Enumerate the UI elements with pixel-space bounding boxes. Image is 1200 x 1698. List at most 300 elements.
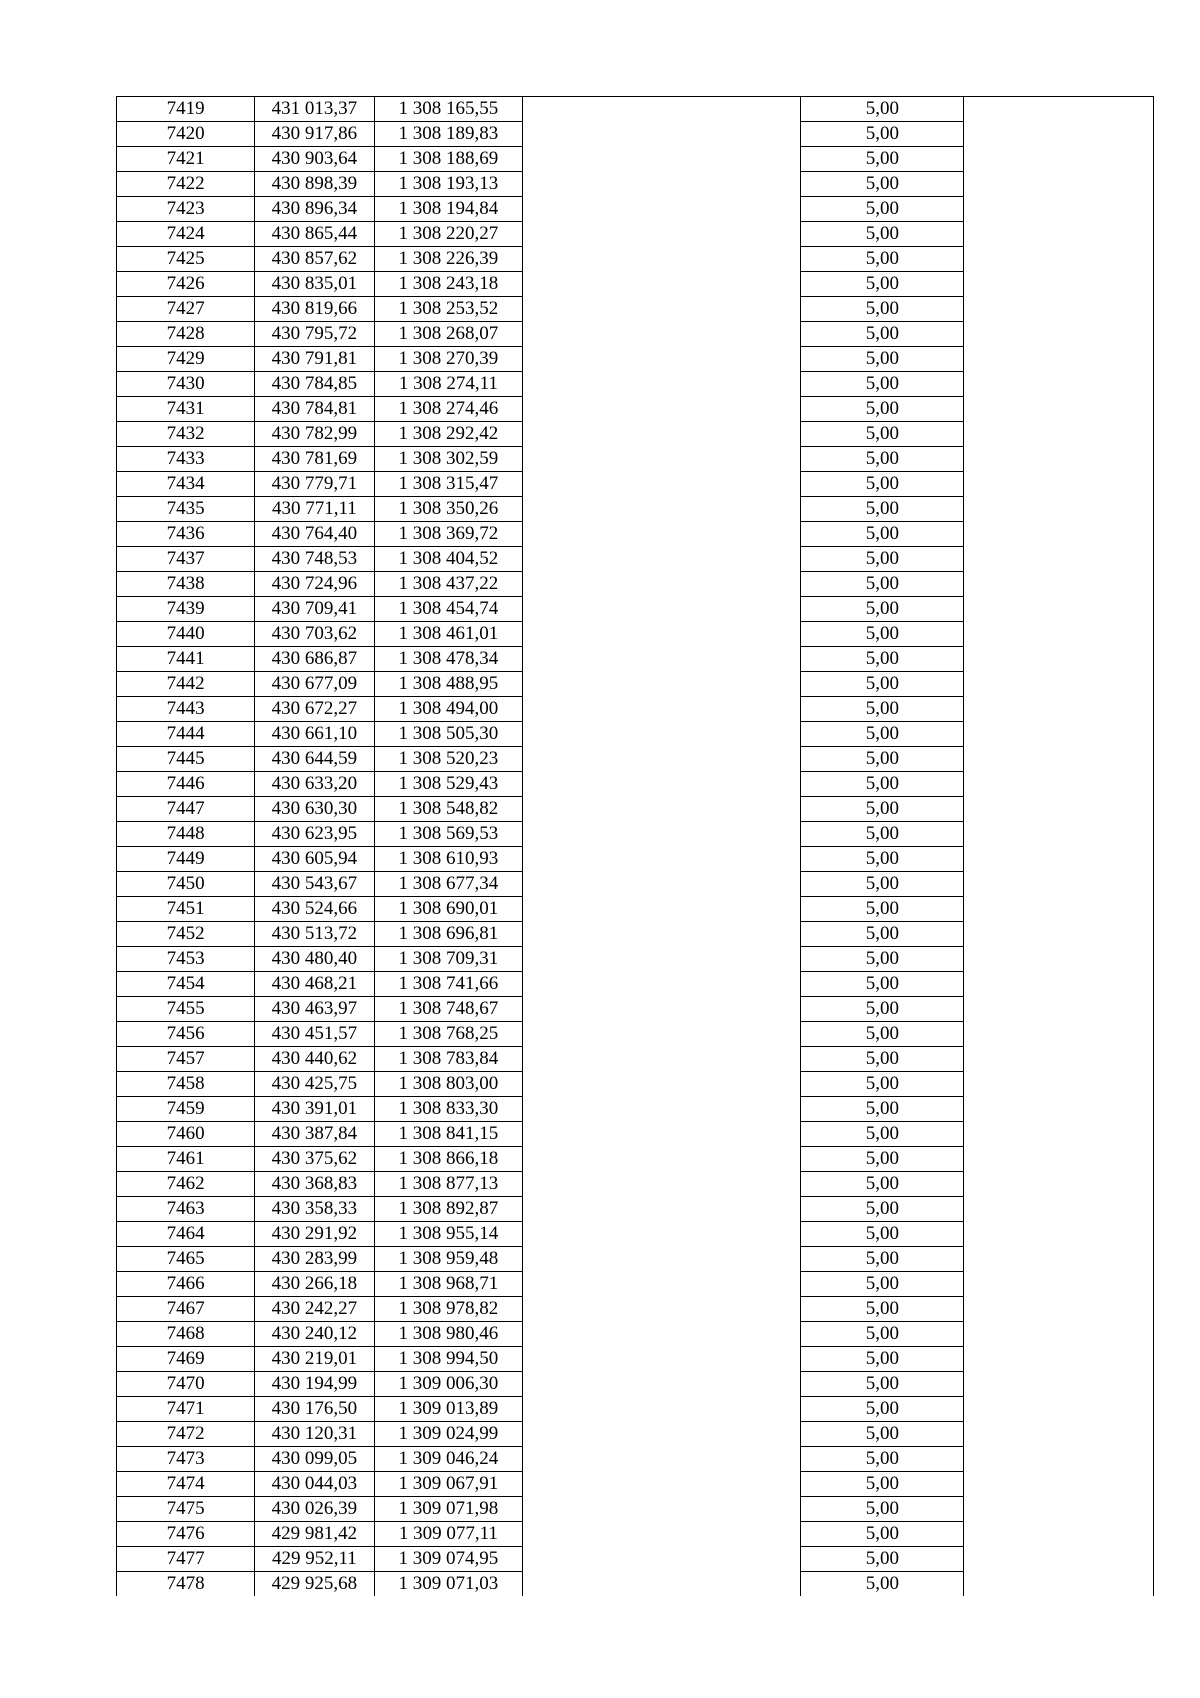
x-coordinate-cell: 430 480,40 [255,947,375,972]
y-coordinate-cell: 1 308 968,71 [374,1272,522,1297]
y-coordinate-cell: 1 308 768,25 [374,1022,522,1047]
table-row [117,622,1154,647]
empty-cell [964,722,1154,747]
empty-cell [523,1297,801,1322]
table-row [117,947,1154,972]
value-cell: 5,00 [801,972,964,997]
table-row [117,247,1154,272]
y-coordinate-cell: 1 309 071,03 [374,1572,522,1597]
empty-cell [964,1322,1154,1347]
x-coordinate-cell: 430 819,66 [255,297,375,322]
value-cell: 5,00 [801,1122,964,1147]
empty-cell [964,797,1154,822]
y-coordinate-cell: 1 308 488,95 [374,672,522,697]
table-row [117,672,1154,697]
empty-cell [964,247,1154,272]
x-coordinate-cell: 431 013,37 [255,97,375,122]
table-row [117,872,1154,897]
empty-cell [523,1247,801,1272]
y-coordinate-cell: 1 308 833,30 [374,1097,522,1122]
empty-cell [523,547,801,572]
empty-cell [964,872,1154,897]
y-coordinate-cell: 1 308 454,74 [374,597,522,622]
x-coordinate-cell: 430 513,72 [255,922,375,947]
x-coordinate-cell: 430 440,62 [255,1047,375,1072]
empty-cell [523,1022,801,1047]
empty-cell [523,372,801,397]
table-row [117,397,1154,422]
value-cell: 5,00 [801,497,964,522]
point-number-cell: 7471 [117,1397,255,1422]
x-coordinate-cell: 430 194,99 [255,1372,375,1397]
empty-cell [523,1072,801,1097]
table-row [117,797,1154,822]
point-number-cell: 7435 [117,497,255,522]
empty-cell [523,97,801,122]
empty-cell [964,697,1154,722]
empty-cell [964,747,1154,772]
x-coordinate-cell: 430 026,39 [255,1497,375,1522]
point-number-cell: 7424 [117,222,255,247]
y-coordinate-cell: 1 308 369,72 [374,522,522,547]
empty-cell [523,697,801,722]
x-coordinate-cell: 430 391,01 [255,1097,375,1122]
x-coordinate-cell: 430 896,34 [255,197,375,222]
point-number-cell: 7460 [117,1122,255,1147]
table-row [117,372,1154,397]
empty-cell [964,197,1154,222]
table-row [117,647,1154,672]
empty-cell [964,1372,1154,1397]
table-row [117,922,1154,947]
point-number-cell: 7458 [117,1072,255,1097]
empty-cell [964,1097,1154,1122]
table-row [117,447,1154,472]
empty-cell [523,322,801,347]
table-row [117,572,1154,597]
empty-cell [523,572,801,597]
x-coordinate-cell: 430 176,50 [255,1397,375,1422]
empty-cell [964,297,1154,322]
empty-cell [523,1547,801,1572]
table-row [117,1322,1154,1347]
empty-cell [523,172,801,197]
x-coordinate-cell: 430 661,10 [255,722,375,747]
table-row [117,747,1154,772]
y-coordinate-cell: 1 308 505,30 [374,722,522,747]
y-coordinate-cell: 1 308 194,84 [374,197,522,222]
table-row [117,122,1154,147]
table-row [117,197,1154,222]
empty-cell [523,1272,801,1297]
x-coordinate-cell: 430 291,92 [255,1222,375,1247]
y-coordinate-cell: 1 308 548,82 [374,797,522,822]
table-row [117,1572,1154,1597]
empty-cell [964,847,1154,872]
y-coordinate-cell: 1 308 315,47 [374,472,522,497]
empty-cell [964,772,1154,797]
empty-cell [964,372,1154,397]
empty-cell [964,1472,1154,1497]
x-coordinate-cell: 430 779,71 [255,472,375,497]
empty-cell [523,1422,801,1447]
empty-cell [523,1497,801,1522]
empty-cell [964,472,1154,497]
point-number-cell: 7442 [117,672,255,697]
table-row [117,597,1154,622]
x-coordinate-cell: 430 120,31 [255,1422,375,1447]
table-row [117,1472,1154,1497]
empty-cell [523,1522,801,1547]
point-number-cell: 7457 [117,1047,255,1072]
empty-cell [964,972,1154,997]
empty-cell [964,1247,1154,1272]
x-coordinate-cell: 430 463,97 [255,997,375,1022]
point-number-cell: 7470 [117,1372,255,1397]
empty-cell [523,297,801,322]
point-number-cell: 7433 [117,447,255,472]
x-coordinate-cell: 430 633,20 [255,772,375,797]
y-coordinate-cell: 1 308 302,59 [374,447,522,472]
table-row [117,297,1154,322]
empty-cell [964,1397,1154,1422]
value-cell: 5,00 [801,897,964,922]
coordinates-table [116,96,1154,1596]
table-row [117,1372,1154,1397]
x-coordinate-cell: 430 451,57 [255,1022,375,1047]
empty-cell [523,122,801,147]
x-coordinate-cell: 430 644,59 [255,747,375,772]
empty-cell [523,347,801,372]
table-row [117,1497,1154,1522]
x-coordinate-cell: 430 283,99 [255,1247,375,1272]
y-coordinate-cell: 1 308 841,15 [374,1122,522,1147]
y-coordinate-cell: 1 308 529,43 [374,772,522,797]
x-coordinate-cell: 430 784,85 [255,372,375,397]
empty-cell [523,597,801,622]
x-coordinate-cell: 430 764,40 [255,522,375,547]
table-row [117,472,1154,497]
x-coordinate-cell: 430 865,44 [255,222,375,247]
x-coordinate-cell: 430 677,09 [255,672,375,697]
x-coordinate-cell: 430 425,75 [255,1072,375,1097]
empty-cell [523,222,801,247]
point-number-cell: 7441 [117,647,255,672]
point-number-cell: 7474 [117,1472,255,1497]
y-coordinate-cell: 1 308 437,22 [374,572,522,597]
empty-cell [964,147,1154,172]
value-cell: 5,00 [801,397,964,422]
empty-cell [523,722,801,747]
empty-cell [523,1572,801,1597]
point-number-cell: 7464 [117,1222,255,1247]
x-coordinate-cell: 430 795,72 [255,322,375,347]
value-cell: 5,00 [801,1022,964,1047]
y-coordinate-cell: 1 308 748,67 [374,997,522,1022]
value-cell: 5,00 [801,1547,964,1572]
empty-cell [523,197,801,222]
value-cell: 5,00 [801,1047,964,1072]
point-number-cell: 7434 [117,472,255,497]
table-row [117,172,1154,197]
x-coordinate-cell: 430 387,84 [255,1122,375,1147]
table-row [117,1522,1154,1547]
table-row [117,97,1154,122]
value-cell: 5,00 [801,447,964,472]
value-cell: 5,00 [801,272,964,297]
y-coordinate-cell: 1 308 696,81 [374,922,522,947]
empty-cell [964,922,1154,947]
value-cell: 5,00 [801,672,964,697]
table-row [117,1547,1154,1572]
table-row [117,497,1154,522]
x-coordinate-cell: 430 358,33 [255,1197,375,1222]
value-cell: 5,00 [801,697,964,722]
empty-cell [523,872,801,897]
x-coordinate-cell: 430 703,62 [255,622,375,647]
point-number-cell: 7446 [117,772,255,797]
point-number-cell: 7449 [117,847,255,872]
table-row [117,972,1154,997]
empty-cell [964,397,1154,422]
point-number-cell: 7477 [117,1547,255,1572]
y-coordinate-cell: 1 309 067,91 [374,1472,522,1497]
table-row [117,1297,1154,1322]
y-coordinate-cell: 1 308 690,01 [374,897,522,922]
value-cell: 5,00 [801,1522,964,1547]
value-cell: 5,00 [801,872,964,897]
table-row [117,1047,1154,1072]
point-number-cell: 7423 [117,197,255,222]
point-number-cell: 7462 [117,1172,255,1197]
value-cell: 5,00 [801,847,964,872]
x-coordinate-cell: 430 672,27 [255,697,375,722]
table-row [117,847,1154,872]
empty-cell [964,447,1154,472]
point-number-cell: 7419 [117,97,255,122]
value-cell: 5,00 [801,797,964,822]
value-cell: 5,00 [801,547,964,572]
x-coordinate-cell: 430 468,21 [255,972,375,997]
empty-cell [523,797,801,822]
empty-cell [964,347,1154,372]
value-cell: 5,00 [801,522,964,547]
x-coordinate-cell: 430 686,87 [255,647,375,672]
x-coordinate-cell: 430 782,99 [255,422,375,447]
point-number-cell: 7472 [117,1422,255,1447]
value-cell: 5,00 [801,1372,964,1397]
point-number-cell: 7430 [117,372,255,397]
empty-cell [964,647,1154,672]
empty-cell [964,272,1154,297]
empty-cell [523,1047,801,1072]
value-cell: 5,00 [801,422,964,447]
value-cell: 5,00 [801,1222,964,1247]
empty-cell [523,1397,801,1422]
table-row [117,1247,1154,1272]
empty-cell [964,222,1154,247]
table-row [117,322,1154,347]
y-coordinate-cell: 1 308 188,69 [374,147,522,172]
empty-cell [964,997,1154,1022]
empty-cell [964,1297,1154,1322]
empty-cell [523,522,801,547]
value-cell: 5,00 [801,247,964,272]
x-coordinate-cell: 429 952,11 [255,1547,375,1572]
x-coordinate-cell: 430 791,81 [255,347,375,372]
empty-cell [964,622,1154,647]
x-coordinate-cell: 430 771,11 [255,497,375,522]
value-cell: 5,00 [801,722,964,747]
value-cell: 5,00 [801,1497,964,1522]
value-cell: 5,00 [801,597,964,622]
empty-cell [964,497,1154,522]
x-coordinate-cell: 430 266,18 [255,1272,375,1297]
point-number-cell: 7429 [117,347,255,372]
value-cell: 5,00 [801,747,964,772]
value-cell: 5,00 [801,1272,964,1297]
point-number-cell: 7436 [117,522,255,547]
empty-cell [964,1222,1154,1247]
value-cell: 5,00 [801,772,964,797]
y-coordinate-cell: 1 308 193,13 [374,172,522,197]
point-number-cell: 7426 [117,272,255,297]
x-coordinate-cell: 430 099,05 [255,1447,375,1472]
y-coordinate-cell: 1 308 274,11 [374,372,522,397]
empty-cell [523,147,801,172]
empty-cell [523,1447,801,1472]
point-number-cell: 7459 [117,1097,255,1122]
empty-cell [523,747,801,772]
x-coordinate-cell: 430 630,30 [255,797,375,822]
value-cell: 5,00 [801,197,964,222]
x-coordinate-cell: 430 784,81 [255,397,375,422]
point-number-cell: 7445 [117,747,255,772]
value-cell: 5,00 [801,1572,964,1597]
point-number-cell: 7443 [117,697,255,722]
empty-cell [964,1047,1154,1072]
y-coordinate-cell: 1 308 677,34 [374,872,522,897]
point-number-cell: 7439 [117,597,255,622]
empty-cell [964,597,1154,622]
y-coordinate-cell: 1 308 866,18 [374,1147,522,1172]
value-cell: 5,00 [801,1322,964,1347]
y-coordinate-cell: 1 308 980,46 [374,1322,522,1347]
table-row [117,1197,1154,1222]
y-coordinate-cell: 1 308 494,00 [374,697,522,722]
table-row [117,522,1154,547]
empty-cell [523,1372,801,1397]
y-coordinate-cell: 1 308 783,84 [374,1047,522,1072]
empty-cell [523,622,801,647]
empty-cell [523,972,801,997]
x-coordinate-cell: 429 981,42 [255,1522,375,1547]
coordinates-table-body [117,97,1154,1597]
empty-cell [964,1447,1154,1472]
point-number-cell: 7428 [117,322,255,347]
value-cell: 5,00 [801,297,964,322]
empty-cell [964,172,1154,197]
point-number-cell: 7466 [117,1272,255,1297]
y-coordinate-cell: 1 308 803,00 [374,1072,522,1097]
empty-cell [523,847,801,872]
table-row [117,222,1154,247]
empty-cell [523,647,801,672]
empty-cell [964,1147,1154,1172]
x-coordinate-cell: 430 903,64 [255,147,375,172]
point-number-cell: 7437 [117,547,255,572]
empty-cell [964,947,1154,972]
x-coordinate-cell: 430 623,95 [255,822,375,847]
value-cell: 5,00 [801,1097,964,1122]
point-number-cell: 7478 [117,1572,255,1597]
empty-cell [523,422,801,447]
y-coordinate-cell: 1 308 478,34 [374,647,522,672]
empty-cell [523,897,801,922]
y-coordinate-cell: 1 308 350,26 [374,497,522,522]
value-cell: 5,00 [801,822,964,847]
x-coordinate-cell: 430 898,39 [255,172,375,197]
point-number-cell: 7420 [117,122,255,147]
empty-cell [964,822,1154,847]
y-coordinate-cell: 1 308 461,01 [374,622,522,647]
value-cell: 5,00 [801,1297,964,1322]
empty-cell [523,997,801,1022]
table-row [117,772,1154,797]
empty-cell [523,947,801,972]
y-coordinate-cell: 1 308 165,55 [374,97,522,122]
point-number-cell: 7475 [117,1497,255,1522]
table-row [117,1172,1154,1197]
y-coordinate-cell: 1 309 024,99 [374,1422,522,1447]
empty-cell [964,1547,1154,1572]
value-cell: 5,00 [801,1447,964,1472]
x-coordinate-cell: 430 524,66 [255,897,375,922]
y-coordinate-cell: 1 308 253,52 [374,297,522,322]
table-row [117,822,1154,847]
x-coordinate-cell: 430 543,67 [255,872,375,897]
value-cell: 5,00 [801,347,964,372]
point-number-cell: 7451 [117,897,255,922]
empty-cell [964,1272,1154,1297]
table-row [117,272,1154,297]
empty-cell [523,497,801,522]
table-row [117,997,1154,1022]
empty-cell [523,1347,801,1372]
point-number-cell: 7456 [117,1022,255,1047]
value-cell: 5,00 [801,997,964,1022]
value-cell: 5,00 [801,1072,964,1097]
value-cell: 5,00 [801,222,964,247]
y-coordinate-cell: 1 308 959,48 [374,1247,522,1272]
table-row [117,1072,1154,1097]
y-coordinate-cell: 1 308 741,66 [374,972,522,997]
point-number-cell: 7421 [117,147,255,172]
table-row [117,547,1154,572]
table-row [117,1022,1154,1047]
empty-cell [964,547,1154,572]
x-coordinate-cell: 430 219,01 [255,1347,375,1372]
point-number-cell: 7461 [117,1147,255,1172]
empty-cell [523,247,801,272]
point-number-cell: 7447 [117,797,255,822]
empty-cell [964,1122,1154,1147]
y-coordinate-cell: 1 308 569,53 [374,822,522,847]
value-cell: 5,00 [801,1472,964,1497]
point-number-cell: 7465 [117,1247,255,1272]
empty-cell [964,322,1154,347]
y-coordinate-cell: 1 308 892,87 [374,1197,522,1222]
